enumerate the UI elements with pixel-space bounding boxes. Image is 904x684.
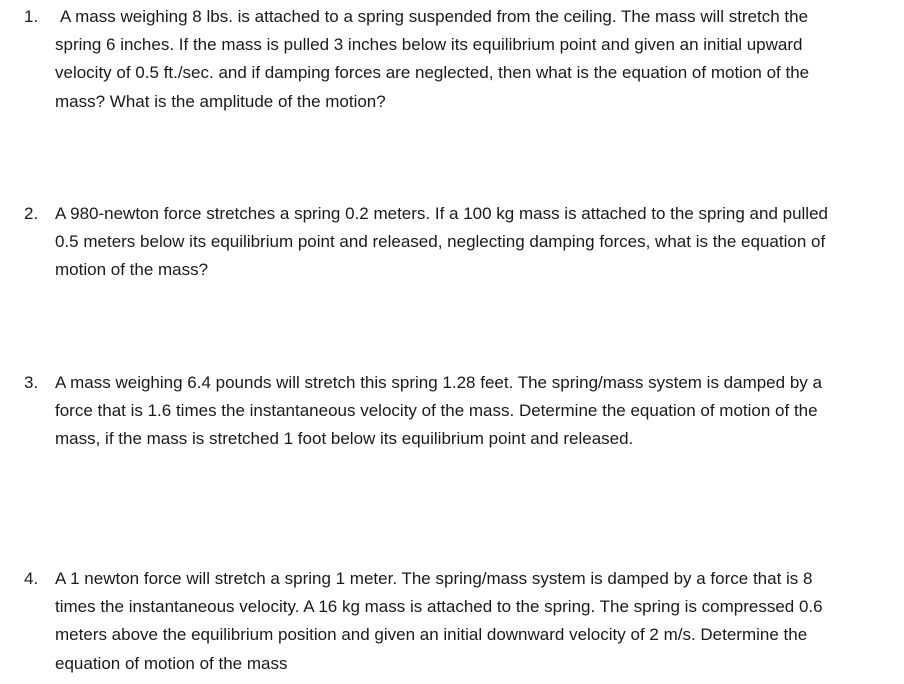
problem-number: 4. (24, 569, 39, 588)
problem-text: A mass weighing 8 lbs. is attached to a spring suspended from the ceiling. The mass will stretch the spring 6 inches. If the mass is pulled 3 inches below its equilibrium point and given an initial upward velocity of 0.5 ft./sec. and if damping forces are neglected, then what is the equation of motion of the mass? What is the amplitude of the motion? (55, 7, 810, 111)
problem-number: 1. (24, 7, 39, 26)
problem-number: 3. (24, 373, 39, 392)
problem-text: A 980-newton force stretches a spring 0.2 meters. If a 100 kg mass is attached to the spring and pulled 0.5 meters below its equilibrium point and released, neglecting damping forces, what is the equation of motion of the mass? (55, 204, 828, 280)
problem-text: A 1 newton force will stretch a spring 1 meter. The spring/mass system is damped by a force that is 8 times the instantaneous velocity. A 16 kg mass is attached to the spring. The spring is compressed 0.6 meters above the equilibrium position and given an initial downward velocity of 2 m/s. Determine the equation of motion of the mass (55, 569, 823, 673)
problem-number: 2. (24, 204, 39, 223)
problem-text: A mass weighing 6.4 pounds will stretch this spring 1.28 feet. The spring/mass system is damped by a force that is 1.6 times the instantaneous velocity of the mass. Determine the equation of motion of the mass, if the mass is stretched 1 foot below its equilibrium point and released. (55, 373, 822, 449)
